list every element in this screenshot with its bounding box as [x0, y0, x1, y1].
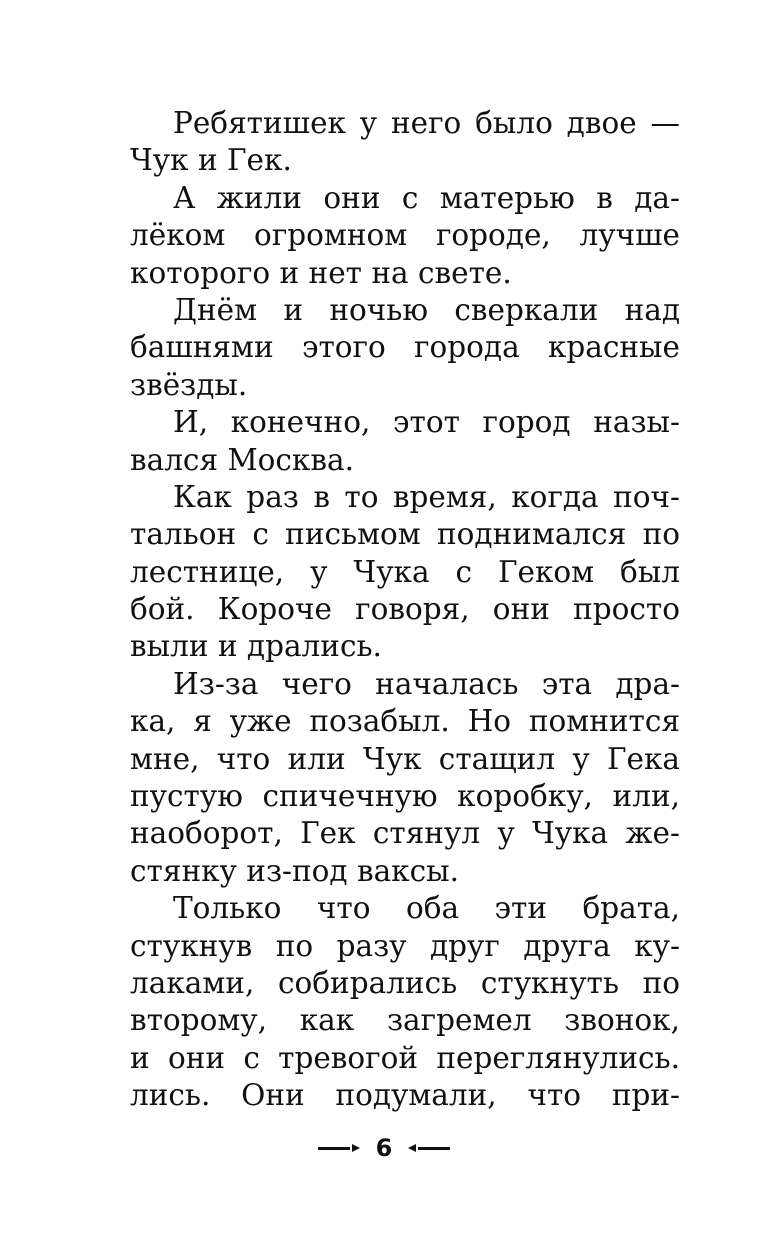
text-line: Как раз в то время, когда поч-: [173, 479, 680, 514]
page-number: 6: [375, 1134, 393, 1162]
text-line: стянку из-под ваксы.: [130, 853, 459, 888]
text-line: лись. Они подумали, что при-: [130, 1078, 680, 1113]
text-line: ка, я уже позабыл. Но помнится: [130, 704, 680, 739]
text-line: которого и нет на свете.: [130, 255, 512, 290]
text-line: И, конечно, этот город назы-: [173, 405, 680, 440]
text-line: Из-за чего началась эта дра-: [173, 666, 680, 701]
text-line: бой. Короче говоря, они просто: [130, 592, 680, 627]
text-line: Только что оба эти брата,: [173, 891, 680, 926]
text-line: лёком огромном городе, лучше: [130, 218, 680, 253]
text-line: А жили они с матерью в да-: [173, 180, 680, 215]
paragraph-6: [130, 666, 680, 890]
ornament-right-icon: [408, 1128, 450, 1168]
text-line: стукнув по разу друг друга ку-: [130, 928, 680, 963]
paragraph-3: [130, 292, 680, 404]
text-line: вался Москва.: [130, 442, 354, 477]
text-line: Ребятишек у него было двое —: [173, 106, 680, 140]
text-line: тальон с письмом поднимался по: [130, 517, 680, 552]
text-line: мне, что или Чук стащил у Гека: [130, 741, 680, 776]
text-line: лаками, собирались стукнуть по: [130, 965, 680, 1000]
text-line: лестнице, у Чука с Геком был: [130, 554, 680, 589]
text-line: звёзды.: [130, 367, 248, 402]
paragraph-2: [130, 180, 680, 292]
paragraph-4: [130, 404, 680, 479]
text-line: Чук и Гек.: [130, 143, 292, 178]
text-line: второму, как загремел звонок,: [130, 1003, 680, 1038]
text-line: пустую спичечную коробку, или,: [130, 779, 680, 814]
page-footer: [0, 1128, 768, 1168]
text-line: наоборот, Гек стянул у Чука же-: [130, 816, 680, 851]
paragraph-7: [130, 890, 680, 1114]
ornament-left-icon: [318, 1128, 360, 1168]
paragraph-1: [130, 105, 680, 180]
text-line: Днём и ночью сверкали над: [173, 292, 680, 327]
text-line: выли и дрались.: [130, 629, 382, 664]
text-line: башнями этого города красные: [130, 330, 680, 365]
body-text: [130, 105, 680, 1115]
paragraph-5: [130, 479, 680, 666]
text-line: и они с тревогой переглянулись.: [130, 1040, 680, 1075]
